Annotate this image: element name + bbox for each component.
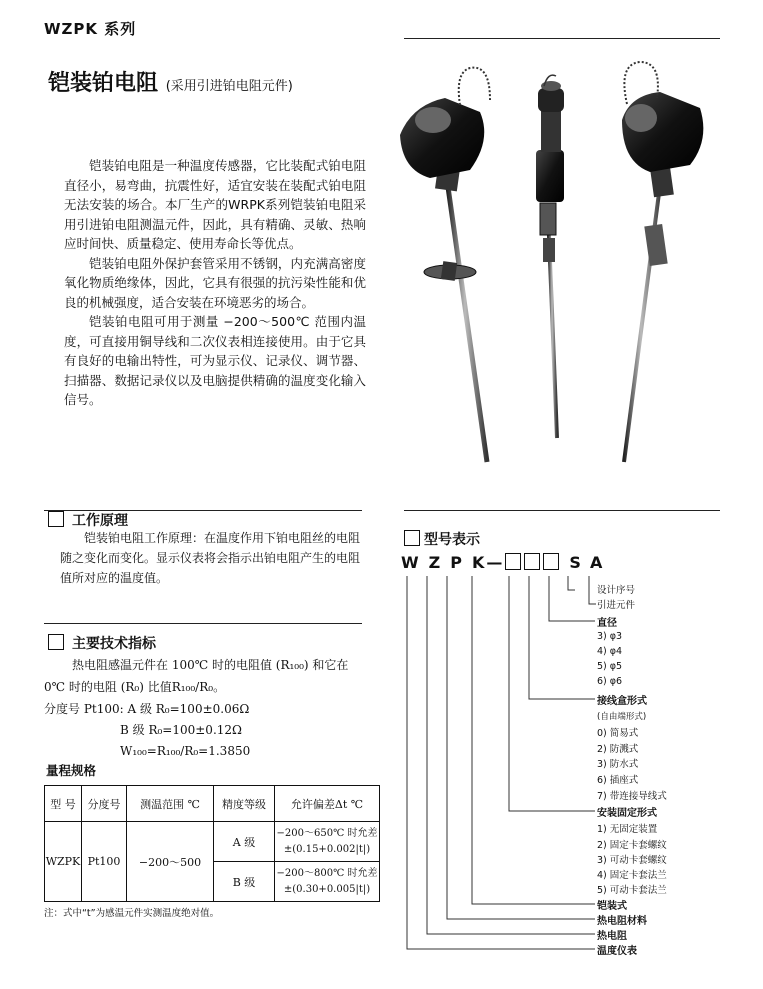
label-mounting: 安装固定形式 bbox=[597, 808, 657, 819]
label-imported-element: 引进元件 bbox=[597, 600, 636, 611]
spec-line: 热电阻感温元件在 100℃ 时的电阻值 (R₁₀₀) 和它在 bbox=[72, 658, 349, 672]
cell-range: −200～500 bbox=[127, 822, 214, 902]
spec-line: B 级 R₀=100±0.12Ω bbox=[120, 723, 242, 737]
intro-paragraph: 铠装铂电阻可用于测量 −200～500℃ 范围内温度，可直接用铜导线和二次仪表相连接使用。由于它具有良好的电输出特性，可为显示仪、记录仪、调节器、扫描器、数据记录仪以及电脑提供精确的温度变化输入信号。 bbox=[64, 314, 366, 407]
spec-line: 0℃ 时的电阻 (R₀) 比值R₁₀₀/R₀。 bbox=[44, 680, 226, 694]
principle-title: 工作原理 bbox=[72, 513, 128, 529]
title-main: 铠装铂电阻 bbox=[48, 71, 159, 96]
code-letter: Z bbox=[428, 553, 442, 572]
label-design-number: 设计序号 bbox=[597, 585, 636, 596]
cell-graduation: Pt100 bbox=[82, 822, 127, 902]
junction-option: 6) 插座式 bbox=[597, 775, 639, 786]
code-letter: W bbox=[401, 553, 420, 572]
diameter-option: 6) φ6 bbox=[597, 676, 623, 687]
series-label: WZPK 系列 bbox=[44, 20, 137, 38]
label-junction-box: 接线盒形式 bbox=[597, 696, 647, 707]
table-note: 注：式中“t”为感温元件实测温度绝对值。 bbox=[44, 908, 220, 919]
label-diameter: 直径 bbox=[597, 618, 617, 629]
title-sub: (采用引进铂电阻元件) bbox=[165, 79, 293, 94]
code-letter: K bbox=[472, 553, 486, 572]
range-title: 量程规格 bbox=[46, 763, 97, 778]
diameter-option: 4) φ4 bbox=[597, 646, 623, 657]
junction-option: 2) 防溅式 bbox=[597, 744, 639, 755]
header-range: 测温范围 ℃ bbox=[127, 786, 214, 822]
diameter-option: 5) φ5 bbox=[597, 661, 623, 672]
label-material: 热电阻材料 bbox=[597, 916, 647, 927]
tolerance-line: ±(0.30+0.005|t|) bbox=[283, 883, 371, 895]
mounting-option: 3) 可动卡套螺纹 bbox=[597, 855, 667, 866]
mounting-option: 1) 无固定装置 bbox=[597, 824, 658, 835]
intro-paragraph: 铠装铂电阻是一种温度传感器，它比装配式铂电阻直径小，易弯曲，抗震性好，适宜安装在装配式铂电阻无法安装的场合。本厂生产的WRPK系列铠装铂电阻采用引进铂电阻测温元件，因此，具有精确、灵敏、热响应时间快、质量稳定、使用寿命长等优点。 bbox=[64, 158, 366, 251]
cell-grade: A 级 bbox=[214, 822, 275, 862]
principle-text: 铠装铂电阻工作原理：在温度作用下铂电阻丝的电阻随之变化而变化。显示仪表将会指示出铂电阻产生的电阻值所对应的温度值。 bbox=[60, 531, 361, 585]
specs-title: 主要技术指标 bbox=[72, 636, 156, 652]
tolerance-line: ±(0.15+0.002|t|) bbox=[283, 843, 371, 855]
header-grade: 精度等级 bbox=[214, 786, 275, 822]
code-dash: — bbox=[486, 553, 504, 572]
mounting-option: 5) 可动卡套法兰 bbox=[597, 885, 667, 896]
label-armored: 铠装式 bbox=[597, 901, 627, 912]
model-code-title: 型号表示 bbox=[424, 532, 480, 548]
header-graduation: 分度号 bbox=[82, 786, 127, 822]
cell-model: WZPK bbox=[45, 822, 82, 902]
code-letter: S bbox=[569, 553, 582, 572]
mounting-option: 4) 固定卡套法兰 bbox=[597, 870, 667, 881]
junction-option: 0) 简易式 bbox=[597, 728, 639, 739]
tolerance-line: −200～800℃ 时允差 bbox=[276, 867, 378, 879]
tolerance-line: −200～650℃ 时允差 bbox=[276, 827, 378, 839]
spec-line: W₁₀₀=R₁₀₀/R₀=1.3850 bbox=[120, 744, 251, 758]
label-resistor: 热电阻 bbox=[597, 931, 627, 942]
header-model: 型 号 bbox=[45, 786, 82, 822]
label-instrument: 温度仪表 bbox=[597, 946, 637, 957]
code-letter: P bbox=[450, 553, 463, 572]
cell-grade: B 级 bbox=[214, 862, 275, 902]
diameter-option: 3) φ3 bbox=[597, 631, 623, 642]
junction-option: 3) 防水式 bbox=[597, 759, 639, 770]
intro-paragraph: 铠装铂电阻外保护套管采用不锈钢，内充满高密度氧化物质绝缘体，因此，它具有很强的抗污染性能和优良的机械强度，适合安装在环境恶劣的场合。 bbox=[64, 255, 366, 310]
header-tolerance: 允许偏差Δt ℃ bbox=[275, 786, 380, 822]
label-junction-sub: (自由端形式) bbox=[597, 712, 647, 722]
code-letter: A bbox=[589, 553, 604, 572]
junction-option: 7) 带连接导线式 bbox=[597, 791, 667, 802]
spec-line: 分度号 Pt100: A 级 R₀=100±0.06Ω bbox=[44, 702, 250, 716]
mounting-option: 2) 固定卡套螺纹 bbox=[597, 840, 667, 851]
